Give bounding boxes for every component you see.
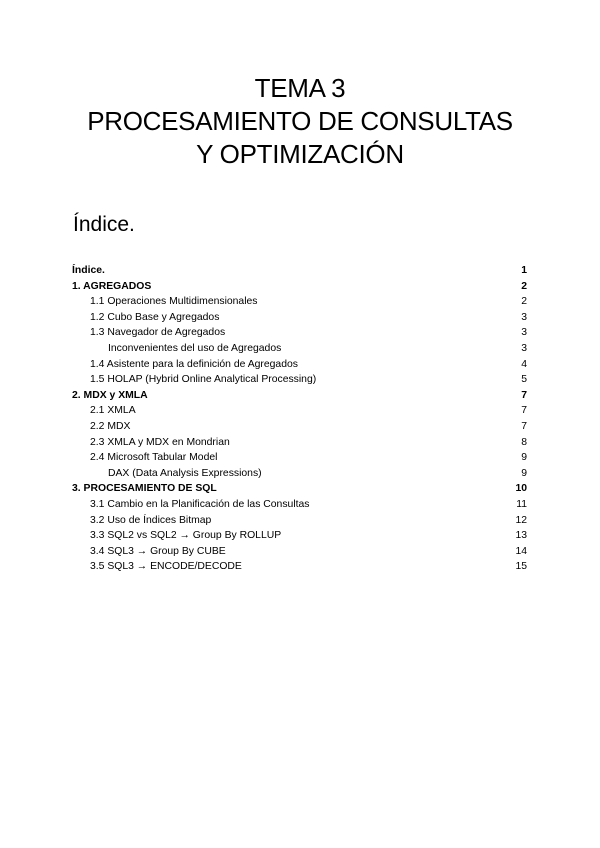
toc-entry[interactable] xyxy=(72,528,527,544)
toc-entry-page-number: 8 xyxy=(521,436,527,448)
toc-entry-title: Índice. xyxy=(72,265,105,276)
toc-entry-page-number: 1 xyxy=(521,265,527,276)
toc-entry[interactable] xyxy=(72,435,527,451)
toc-entry-title: 3.3 SQL2 vs SQL2 → Group By ROLLUP xyxy=(90,530,282,542)
toc-entry-title: 1.5 HOLAP (Hybrid Online Analytical Processing) xyxy=(90,374,317,386)
toc-entry[interactable] xyxy=(72,325,527,341)
table-of-contents xyxy=(72,263,527,575)
toc-entry-title: Inconvenientes del uso de Agregados xyxy=(108,342,282,354)
toc-entry-title: 1.4 Asistente para la definición de Agregados xyxy=(90,358,298,370)
toc-entry[interactable] xyxy=(72,481,527,497)
toc-entry-page-number: 7 xyxy=(521,389,527,401)
document-title xyxy=(0,72,600,171)
toc-entry-title: 1.3 Navegador de Agregados xyxy=(90,327,226,339)
toc-entry-title: 2. MDX y XMLA xyxy=(72,389,148,401)
toc-entry-title: 2.4 Microsoft Tabular Model xyxy=(90,452,218,464)
title-line: TEMA 3 xyxy=(254,73,346,103)
toc-entry[interactable] xyxy=(72,544,527,560)
toc-entry-title: 3.1 Cambio en la Planificación de las Consultas xyxy=(90,498,310,510)
toc-entry-page-number: 7 xyxy=(521,420,527,432)
toc-entry[interactable] xyxy=(72,497,527,513)
toc-entry-page-number: 13 xyxy=(515,530,527,542)
toc-entry-page-number: 9 xyxy=(521,452,527,464)
toc-entry[interactable] xyxy=(72,466,527,482)
toc-entry-page-number: 15 xyxy=(515,561,527,573)
toc-entry-page-number: 3 xyxy=(521,311,527,323)
toc-entry-title: 2.1 XMLA xyxy=(90,405,136,417)
toc-entry[interactable] xyxy=(72,559,527,575)
toc-entry[interactable] xyxy=(72,263,527,279)
toc-entry[interactable] xyxy=(72,388,527,404)
toc-entry-title: 3. PROCESAMIENTO DE SQL xyxy=(72,483,217,495)
toc-entry-title: 3.4 SQL3 → Group By CUBE xyxy=(90,545,226,557)
toc-entry[interactable] xyxy=(72,513,527,529)
toc-entry-page-number: 9 xyxy=(521,467,527,479)
toc-entry-title: 1.2 Cubo Base y Agregados xyxy=(90,311,220,323)
toc-entry-page-number: 2 xyxy=(521,280,527,292)
title-line: Y OPTIMIZACIÓN xyxy=(196,139,404,169)
toc-entry[interactable] xyxy=(72,279,527,295)
title-line: PROCESAMIENTO DE CONSULTAS xyxy=(87,106,513,136)
toc-entry[interactable] xyxy=(72,341,527,357)
toc-entry-page-number: 2 xyxy=(521,296,527,308)
toc-entry-title: 1. AGREGADOS xyxy=(72,280,152,292)
toc-entry-page-number: 5 xyxy=(521,374,527,386)
toc-entry[interactable] xyxy=(72,372,527,388)
toc-entry[interactable] xyxy=(72,419,527,435)
toc-entry[interactable] xyxy=(72,294,527,310)
toc-entry-page-number: 14 xyxy=(515,545,527,557)
toc-entry-page-number: 10 xyxy=(515,483,527,495)
toc-entry-page-number: 3 xyxy=(521,327,527,339)
toc-entry-title: 1.1 Operaciones Multidimensionales xyxy=(90,296,258,308)
toc-entry[interactable] xyxy=(72,357,527,373)
toc-entry[interactable] xyxy=(72,310,527,326)
toc-entry-title: 2.3 XMLA y MDX en Mondrian xyxy=(90,436,230,448)
toc-entry-page-number: 11 xyxy=(516,498,527,510)
toc-entry-page-number: 4 xyxy=(521,358,527,370)
toc-entry-title: 3.2 Uso de Índices Bitmap xyxy=(90,514,212,526)
toc-entry-title: 3.5 SQL3 → ENCODE/DECODE xyxy=(90,561,242,573)
toc-entry-title: DAX (Data Analysis Expressions) xyxy=(108,467,262,479)
index-heading: Índice. xyxy=(73,213,135,236)
toc-entry-page-number: 3 xyxy=(521,342,527,354)
toc-entry-page-number: 12 xyxy=(515,514,527,526)
toc-entry-page-number: 7 xyxy=(521,405,527,417)
toc-entry[interactable] xyxy=(72,450,527,466)
toc-entry-title: 2.2 MDX xyxy=(90,420,131,432)
toc-entry[interactable] xyxy=(72,403,527,419)
